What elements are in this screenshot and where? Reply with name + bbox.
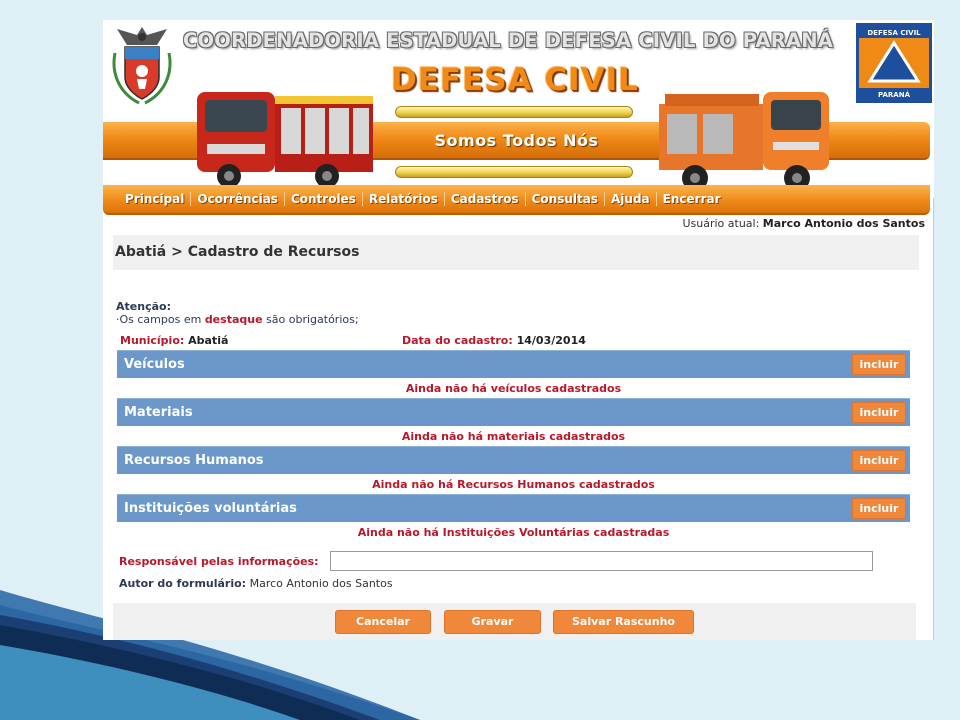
section-recursos-humanos: [117, 446, 910, 474]
empty-message-recursos-humanos: Ainda não há Recursos Humanos cadastrados: [372, 478, 655, 491]
cancel-button[interactable]: Cancelar: [335, 610, 431, 634]
empty-message-materiais: Ainda não há materiais cadastrados: [401, 430, 626, 443]
autor-label: Autor do formulário:: [119, 577, 247, 590]
autor-value: Marco Antonio dos Santos: [249, 577, 393, 590]
action-bar: [113, 603, 916, 640]
municipio-label: Município:: [120, 334, 185, 347]
current-user: [682, 217, 925, 230]
main-menu: [103, 185, 930, 215]
section-title: Recursos Humanos: [124, 453, 264, 468]
app-page: [103, 20, 934, 640]
menu-item-consultas[interactable]: Consultas: [526, 192, 605, 206]
incluir-veiculos-button[interactable]: incluir: [852, 354, 906, 375]
brand-title: DEFESA CIVIL: [391, 62, 639, 98]
section-veiculos: [117, 350, 910, 378]
menu-item-controles[interactable]: Controles: [285, 192, 363, 206]
notice-highlight: destaque: [204, 313, 263, 326]
responsavel-label: Responsável pelas informações:: [119, 555, 319, 568]
menu-item-cadastros[interactable]: Cadastros: [445, 192, 526, 206]
incluir-materiais-button[interactable]: incluir: [852, 402, 906, 423]
defesa-civil-logo-icon: [856, 23, 932, 103]
section-materiais: [117, 398, 910, 426]
slogan-text: Somos Todos Nós: [434, 131, 599, 150]
current-user-label: Usuário atual:: [682, 217, 760, 230]
save-button[interactable]: Gravar: [444, 610, 541, 634]
decorative-pill-bottom: [395, 166, 633, 178]
section-title: Instituições voluntárias: [124, 501, 297, 516]
municipio-field: [120, 334, 228, 347]
incluir-instituicoes-button[interactable]: incluir: [852, 498, 906, 519]
autor-field: [119, 577, 393, 590]
menu-item-encerrar[interactable]: Encerrar: [662, 192, 721, 206]
section-title: Veículos: [124, 357, 185, 372]
incluir-recursos-humanos-button[interactable]: incluir: [852, 450, 906, 471]
data-cadastro-value: 14/03/2014: [516, 334, 586, 347]
notice-text-after: são obrigatórios;: [266, 313, 359, 326]
menu-item-principal[interactable]: Principal: [119, 192, 191, 206]
fire-truck-left-image: [195, 82, 375, 190]
save-draft-button[interactable]: Salvar Rascunho: [553, 610, 694, 634]
data-cadastro-field: [402, 334, 586, 347]
required-fields-notice: [116, 300, 359, 326]
svg-text:DEFESA CIVIL: DEFESA CIVIL: [867, 29, 921, 37]
section-instituicoes-voluntarias: [117, 494, 910, 522]
data-cadastro-label: Data do cadastro:: [402, 334, 513, 347]
notice-text-before: ·Os campos em: [116, 313, 202, 326]
menu-item-ocorrencias[interactable]: Ocorrências: [191, 192, 285, 206]
breadcrumb: Abatiá > Cadastro de Recursos: [115, 244, 360, 260]
menu-item-relatorios[interactable]: Relatórios: [363, 192, 445, 206]
municipio-value: Abatiá: [188, 334, 229, 347]
decorative-pill-top: [395, 106, 633, 118]
breadcrumb-bar: [113, 235, 919, 270]
fire-truck-right-image: [655, 74, 835, 194]
parana-coat-of-arms-icon: [107, 23, 177, 107]
header-banner: [103, 20, 934, 198]
empty-message-instituicoes: Ainda não há Instituições Voluntárias cadastradas: [357, 526, 670, 539]
current-user-name: Marco Antonio dos Santos: [762, 217, 925, 230]
empty-message-veiculos: Ainda não há veículos cadastrados: [405, 382, 622, 395]
svg-text:PARANÁ: PARANÁ: [878, 91, 910, 99]
section-title: Materiais: [124, 405, 193, 420]
menu-item-ajuda[interactable]: Ajuda: [605, 192, 657, 206]
notice-title: Atenção:: [116, 300, 171, 313]
notice-line: [116, 313, 359, 326]
organization-title: COORDENADORIA ESTADUAL DE DEFESA CIVIL DO PARANÁ: [183, 29, 834, 52]
responsavel-input[interactable]: [330, 551, 873, 571]
